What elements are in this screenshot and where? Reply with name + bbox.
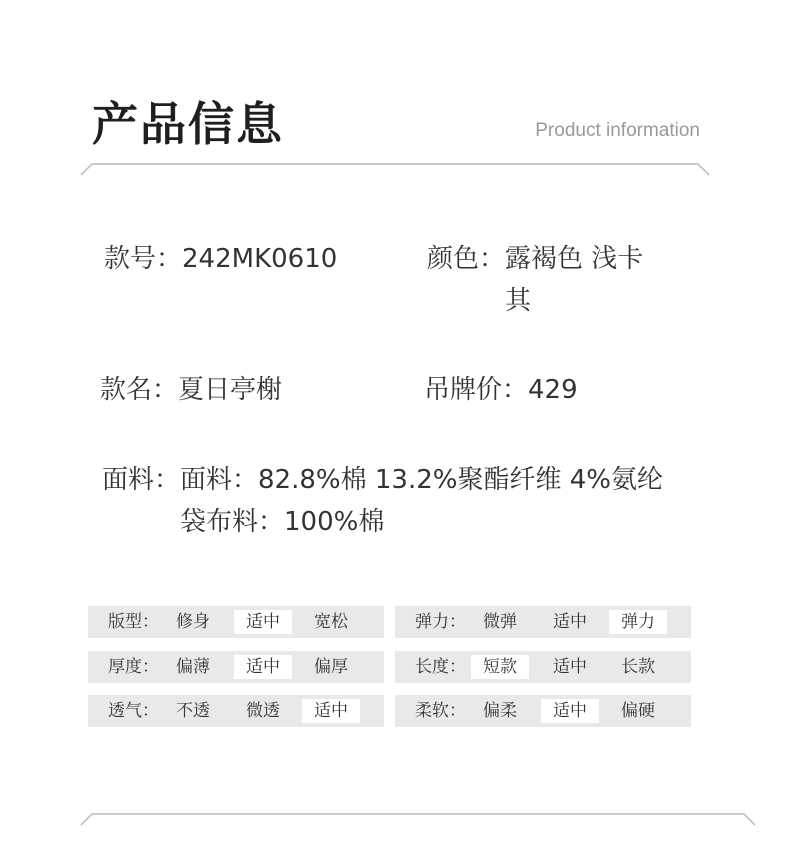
- attribute-label: 厚度：: [108, 657, 159, 677]
- page-subtitle: Product information: [535, 120, 700, 141]
- style-name-label: 款名：: [100, 375, 179, 405]
- attribute-option: 长款: [621, 657, 655, 677]
- attribute-option: 偏薄: [176, 657, 210, 677]
- fabric-field: [102, 459, 663, 543]
- attribute-option-selected: 适中: [302, 699, 360, 723]
- attribute-option: 适中: [553, 612, 587, 632]
- attribute-option: 不透: [176, 701, 210, 721]
- attribute-option: 偏硬: [621, 701, 655, 721]
- attribute-label: 长度：: [415, 657, 466, 677]
- attribute-option: 修身: [176, 612, 210, 632]
- color-value-line1: 露褐色 浅卡: [505, 244, 644, 274]
- attribute-row: [88, 695, 384, 727]
- style-name-field: [100, 369, 282, 411]
- attribute-option: 微弹: [483, 612, 517, 632]
- attribute-option-selected: 弹力: [609, 610, 667, 634]
- attribute-row: [88, 651, 384, 683]
- attribute-option: 适中: [553, 657, 587, 677]
- attribute-option: 微透: [246, 701, 280, 721]
- attribute-option: 偏柔: [483, 701, 517, 721]
- attribute-option-selected: 适中: [234, 655, 292, 679]
- attribute-option-selected: 适中: [541, 699, 599, 723]
- fabric-value-line2: 袋布料：100%棉: [180, 507, 385, 537]
- color-value: [505, 238, 643, 322]
- style-number-field: [104, 238, 337, 280]
- style-number-value: 242MK0610: [182, 244, 338, 274]
- attribute-row: [395, 695, 691, 727]
- attribute-row: [395, 606, 691, 638]
- price-field: [424, 369, 578, 411]
- attribute-option-selected: 短款: [471, 655, 529, 679]
- style-number-label: 款号：: [104, 244, 183, 274]
- attribute-row: [395, 651, 691, 683]
- attribute-label: 版型：: [108, 612, 159, 632]
- page-title: 产品信息: [92, 97, 284, 151]
- style-name-value: 夏日亭榭: [178, 375, 283, 405]
- fabric-label: 面料：: [102, 465, 181, 495]
- attribute-label: 透气：: [108, 701, 159, 721]
- color-value-line2: 其: [505, 286, 532, 316]
- fabric-value: [180, 459, 663, 543]
- fabric-value-line1: 面料：82.8%棉 13.2%聚酯纤维 4%氨纶: [180, 465, 663, 495]
- color-label: 颜色：: [427, 244, 506, 274]
- color-field: [427, 238, 643, 322]
- attribute-option: 宽松: [314, 612, 348, 632]
- price-label: 吊牌价：: [424, 375, 529, 405]
- attribute-option-selected: 适中: [234, 610, 292, 634]
- attribute-label: 弹力：: [415, 612, 466, 632]
- attribute-option: 偏厚: [314, 657, 348, 677]
- price-value: 429: [528, 375, 578, 405]
- attribute-row: [88, 606, 384, 638]
- header-divider: [80, 160, 712, 180]
- footer-divider: [80, 810, 760, 830]
- attribute-label: 柔软：: [415, 701, 466, 721]
